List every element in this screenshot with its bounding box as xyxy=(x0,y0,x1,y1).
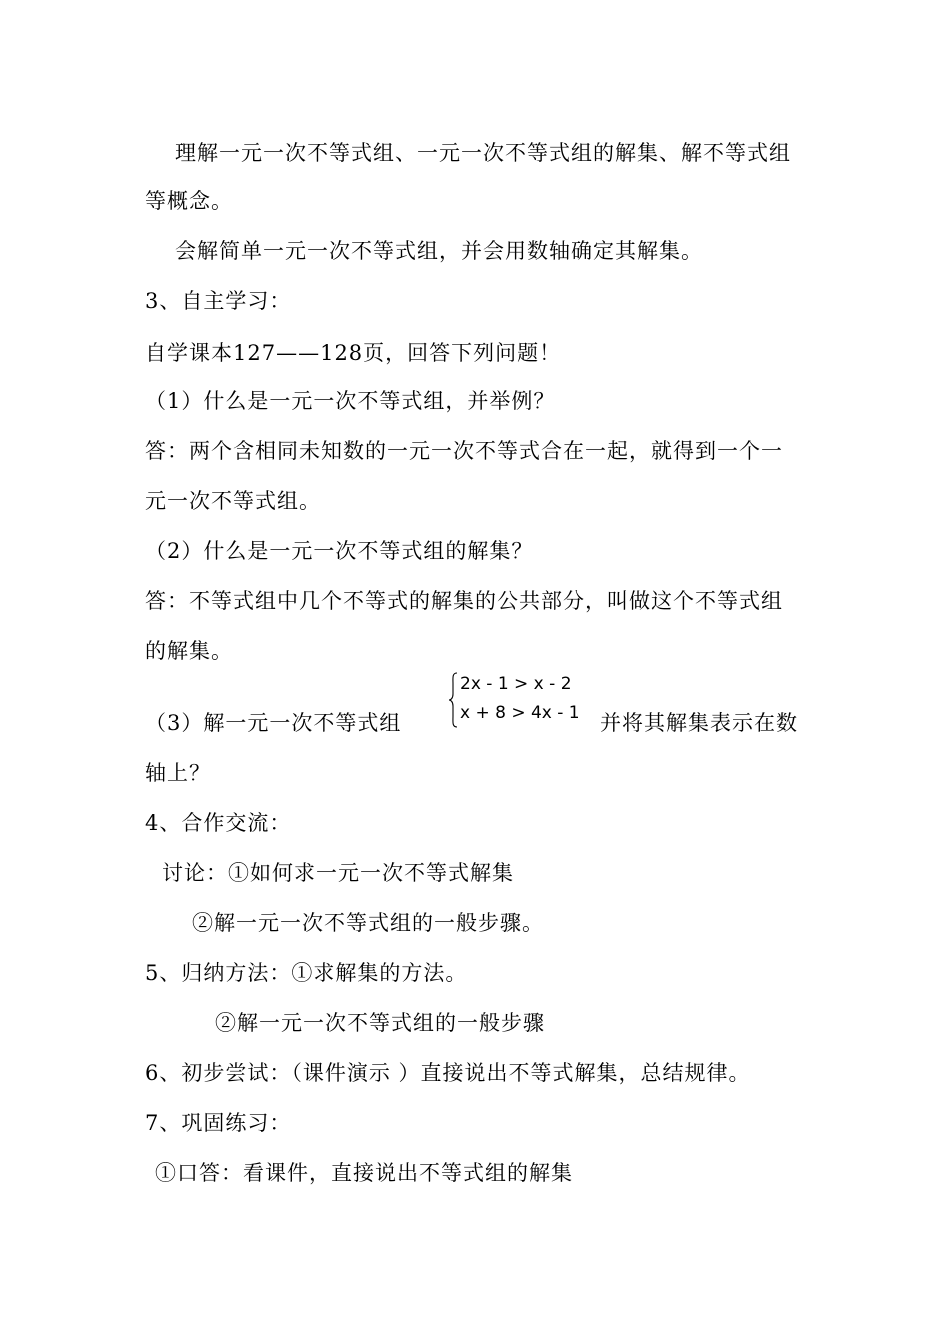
practice-item-1: ①口答：看课件，直接说出不等式组的解集 xyxy=(155,1161,573,1185)
answer-1-cont: 元一次不等式组。 xyxy=(145,489,321,513)
inequality-1: 2x - 1 > x - 2 xyxy=(460,674,572,694)
left-brace-icon xyxy=(448,672,458,728)
question-3-tail: 并将其解集表示在数 xyxy=(600,711,798,735)
self-study-instruction: 自学课本127——128页，回答下列问题！ xyxy=(145,341,562,365)
inequality-2: x + 8 > 4x - 1 xyxy=(460,703,580,723)
inequality-system xyxy=(448,672,578,732)
answer-2: 答：不等式组中几个不等式的解集的公共部分，叫做这个不等式组 xyxy=(145,589,783,613)
question-3-cont: 轴上？ xyxy=(145,761,211,785)
question-1: （1）什么是一元一次不等式组，并举例？ xyxy=(145,389,556,413)
section-3-heading: 3、自主学习： xyxy=(145,289,292,313)
section-5-heading: 5、归纳方法：①求解集的方法。 xyxy=(145,961,468,985)
question-3: （3）解一元一次不等式组 xyxy=(145,711,402,735)
section-4-heading: 4、合作交流： xyxy=(145,811,292,835)
objective-line-2: 会解简单一元一次不等式组，并会用数轴确定其解集。 xyxy=(175,239,703,263)
discussion-item-2: ②解一元一次不等式组的一般步骤。 xyxy=(192,911,544,935)
section-6-heading: 6、初步尝试：（课件演示 ）直接说出不等式解集，总结规律。 xyxy=(145,1061,751,1085)
objective-line-1-cont: 等概念。 xyxy=(145,189,233,213)
question-2: （2）什么是一元一次不等式组的解集？ xyxy=(145,539,534,563)
section-7-heading: 7、巩固练习： xyxy=(145,1111,292,1135)
method-item-2: ②解一元一次不等式组的一般步骤 xyxy=(215,1011,545,1035)
objective-line-1: 理解一元一次不等式组、一元一次不等式组的解集、解不等式组 xyxy=(175,141,791,165)
discussion-item-1: 讨论：①如何求一元一次不等式解集 xyxy=(162,861,514,885)
answer-1: 答：两个含相同未知数的一元一次不等式合在一起，就得到一个一 xyxy=(145,439,783,463)
answer-2-cont: 的解集。 xyxy=(145,639,233,663)
